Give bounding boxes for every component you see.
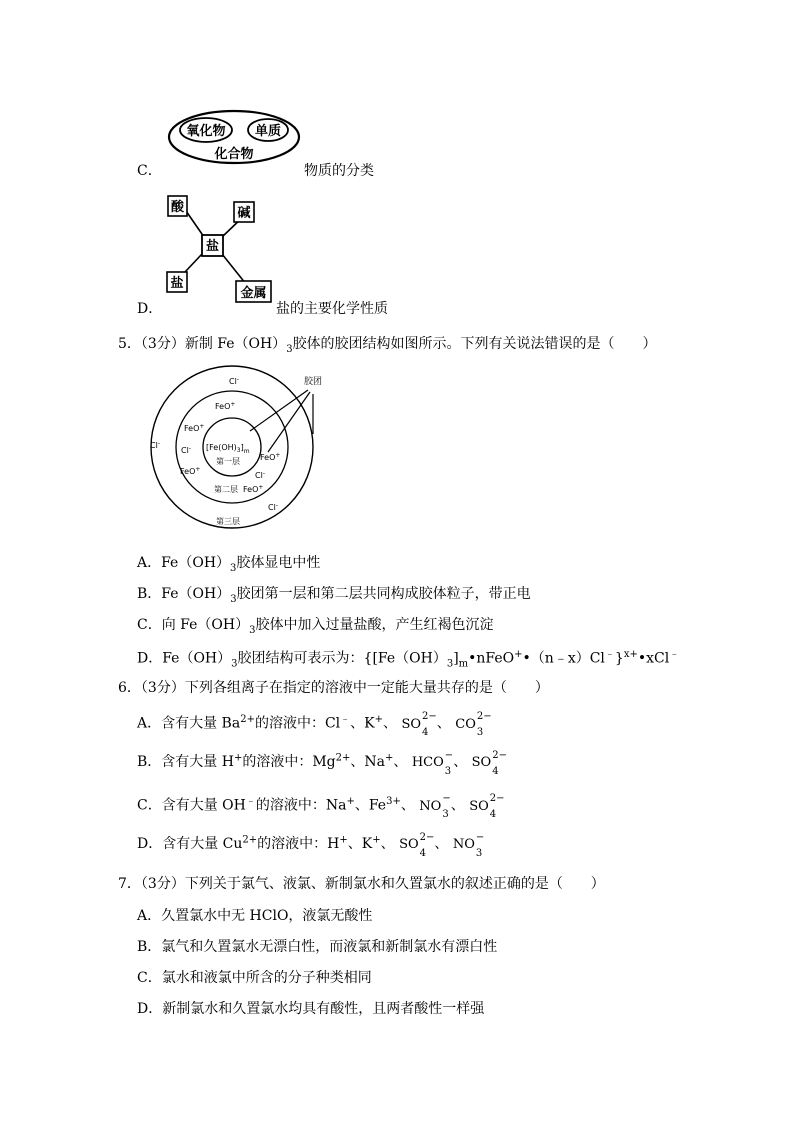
acid-label: 酸: [170, 200, 185, 215]
salt-center-label: 盐: [205, 239, 220, 254]
question-6-stem: 6．（3分）下列各组离子在指定的溶液中一定能大量共存的是（ ）: [118, 680, 549, 696]
ion-cl: Cl-: [150, 440, 160, 450]
option-d-caption: 盐的主要化学性质: [276, 301, 388, 317]
ion-cl: Cl-: [181, 445, 191, 455]
ion-cl: Cl-: [268, 502, 278, 512]
q5-option-b[interactable]: B．$Fe(OH)_3$胶团第一层和第二层共同构成胶体粒子，带正电: [137, 586, 531, 605]
classification-diagram: [165, 108, 305, 170]
ion-cl: Cl-: [255, 470, 265, 480]
micelle-structure-diagram: [140, 362, 340, 532]
option-c-letter: C．: [137, 163, 162, 179]
question-7-stem: 7．（3分）下列关于氯气、液氯、新制氯水和久置氯水的叙述正确的是（ ）: [118, 876, 605, 892]
q6-option-d[interactable]: D．含有大量 $Cu^{2+}$的溶液中：H+、K+、 SO 2− 4 、 NO − 3: [137, 831, 485, 859]
q5-option-c[interactable]: C．向 $Fe(OH)_3$胶体中加入过量盐酸，产生红褐色沉淀: [137, 617, 494, 636]
element-label: 单质: [254, 124, 282, 139]
q7-option-b[interactable]: B．氯气和久置氯水无漂白性，而液氯和新制氯水有漂白性: [137, 939, 498, 955]
q7-option-c[interactable]: C．氯水和液氯中所含的分子种类相同: [137, 970, 372, 986]
base-label: 碱: [237, 206, 251, 221]
salt-other-label: 盐: [170, 276, 184, 291]
q6-option-a[interactable]: A．含有大量 $Ba^{2+}$的溶液中：Cl﹣、K+、 SO 2− 4 、 CO 2− 3: [137, 711, 492, 739]
micelle-label: 胶团: [304, 377, 323, 387]
core-formula: $[Fe(OH)_3]_m$: [206, 443, 250, 455]
q6-option-c[interactable]: C．含有大量 OH﹣的溶液中：Na+、$Fe^{3+}$、 NO − 3 、 SO 2− 4: [137, 793, 505, 821]
layer-2-label: 第二层: [214, 485, 238, 494]
compound-label: 化合物: [214, 147, 254, 162]
question-5-stem: 5．（3分）新制 $Fe(OH)_3$胶体的胶团结构如图所示。下列有关说法错误的是（ ）: [118, 336, 657, 355]
q5-option-d[interactable]: D．$Fe(OH)_3$胶团结构可表示为：$\{[Fe(OH)_3]_m•nFeO^+•(n﹣x)Cl^﹣\}^{x+}•xCl^﹣$: [137, 649, 680, 670]
layer-3-label: 第三层: [216, 517, 240, 526]
option-c-caption: 物质的分类: [304, 163, 374, 179]
metal-label: 金属: [240, 286, 267, 301]
ion-feo: FeO+: [184, 423, 205, 433]
option-d-letter: D．: [137, 301, 163, 317]
ion-cl: Cl-: [229, 376, 239, 386]
layer-1-label: 第一层: [216, 457, 240, 466]
ion-feo: FeO+: [215, 401, 236, 411]
q5-option-a[interactable]: A．$Fe(OH)_3$胶体显电中性: [137, 555, 321, 574]
oxide-label: 氧化物: [186, 124, 226, 139]
ion-feo: FeO+: [260, 452, 281, 462]
ion-feo: FeO+: [243, 484, 264, 494]
salt-properties-diagram: [160, 190, 278, 312]
ion-feo: FeO+: [180, 466, 201, 476]
q7-option-d[interactable]: D．新制氯水和久置氯水均具有酸性，且两者酸性一样强: [137, 1001, 485, 1017]
q6-option-b[interactable]: B．含有大量 H+的溶液中：$Mg^{2+}$、Na+、 HCO − 3 、 SO 2− 4: [137, 749, 507, 777]
q7-option-a[interactable]: A．久置氯水中无 HClO，液氯无酸性: [137, 908, 373, 924]
